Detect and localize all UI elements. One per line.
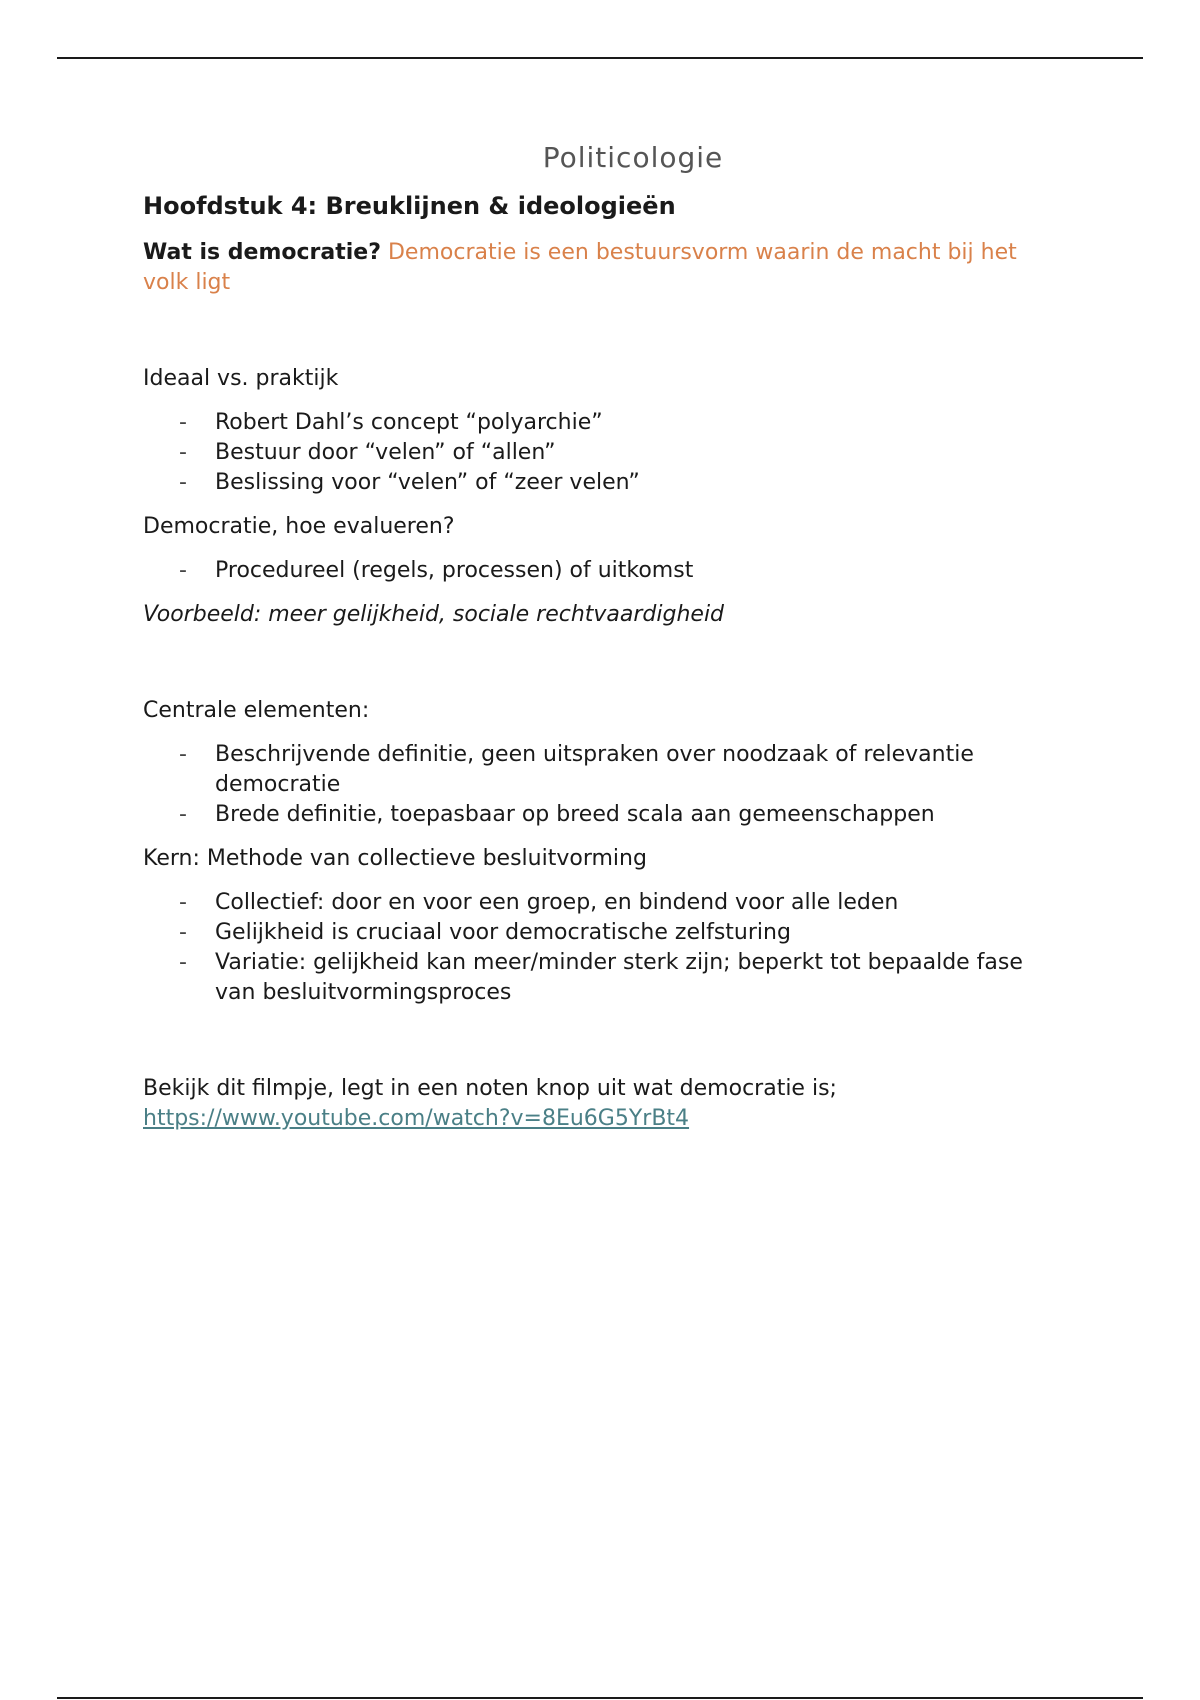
- list-item: - Bestuur door “velen” of “allen”: [215, 438, 1063, 468]
- list-central: [143, 740, 1063, 830]
- video-text: Bekijk dit filmpje, legt in een noten knop uit wat democratie is;: [143, 1076, 837, 1101]
- spacer: [143, 1022, 1063, 1074]
- list-evaluate: [143, 556, 1063, 586]
- list-item: - Variatie: gelijkheid kan meer/minder sterk zijn; beperkt tot bepaalde fase van besluitvormingsproces: [215, 948, 1063, 1008]
- section-heading-central: Centrale elementen:: [143, 698, 370, 723]
- section-heading-evaluate: Democratie, hoe evalueren?: [143, 514, 455, 539]
- spacer: [143, 644, 1063, 696]
- video-paragraph: [143, 1074, 1063, 1134]
- question-answer: Democratie is een bestuursvorm waarin de macht bij het volk ligt: [143, 240, 1017, 295]
- list-item: - Procedureel (regels, processen) of uitkomst: [215, 556, 1063, 586]
- document-body: [143, 140, 1063, 1148]
- definition-question: [143, 238, 1063, 298]
- section-heading-core: Kern: Methode van collectieve besluitvorming: [143, 846, 647, 871]
- list-item: - Gelijkheid is cruciaal voor democratische zelfsturing: [215, 918, 1063, 948]
- list-ideal: [143, 408, 1063, 498]
- question-label: Wat is democratie?: [143, 240, 381, 265]
- list-item: - Beslissing voor “velen” of “zeer velen”: [215, 468, 1063, 498]
- list-item: - Robert Dahl’s concept “polyarchie”: [215, 408, 1063, 438]
- video-link[interactable]: https://www.youtube.com/watch?v=8Eu6G5YrBt4: [143, 1106, 690, 1131]
- list-item: - Collectief: door en voor een groep, en bindend voor alle leden: [215, 888, 1063, 918]
- footer-rule: [57, 1697, 1143, 1699]
- list-item: - Beschrijvende definitie, geen uitspraken over noodzaak of relevantie democratie: [215, 740, 1063, 800]
- chapter-heading: Hoofdstuk 4: Breuklijnen & ideologieën: [143, 192, 676, 220]
- example-text: Voorbeeld: meer gelijkheid, sociale rechtvaardigheid: [143, 602, 725, 627]
- list-core: [143, 888, 1063, 1008]
- document-title: Politicologie: [542, 141, 724, 174]
- section-heading-ideal: Ideaal vs. praktijk: [143, 366, 339, 391]
- list-item: - Brede definitie, toepasbaar op breed scala aan gemeenschappen: [215, 800, 1063, 830]
- header-rule: [57, 57, 1143, 59]
- spacer: [143, 312, 1063, 364]
